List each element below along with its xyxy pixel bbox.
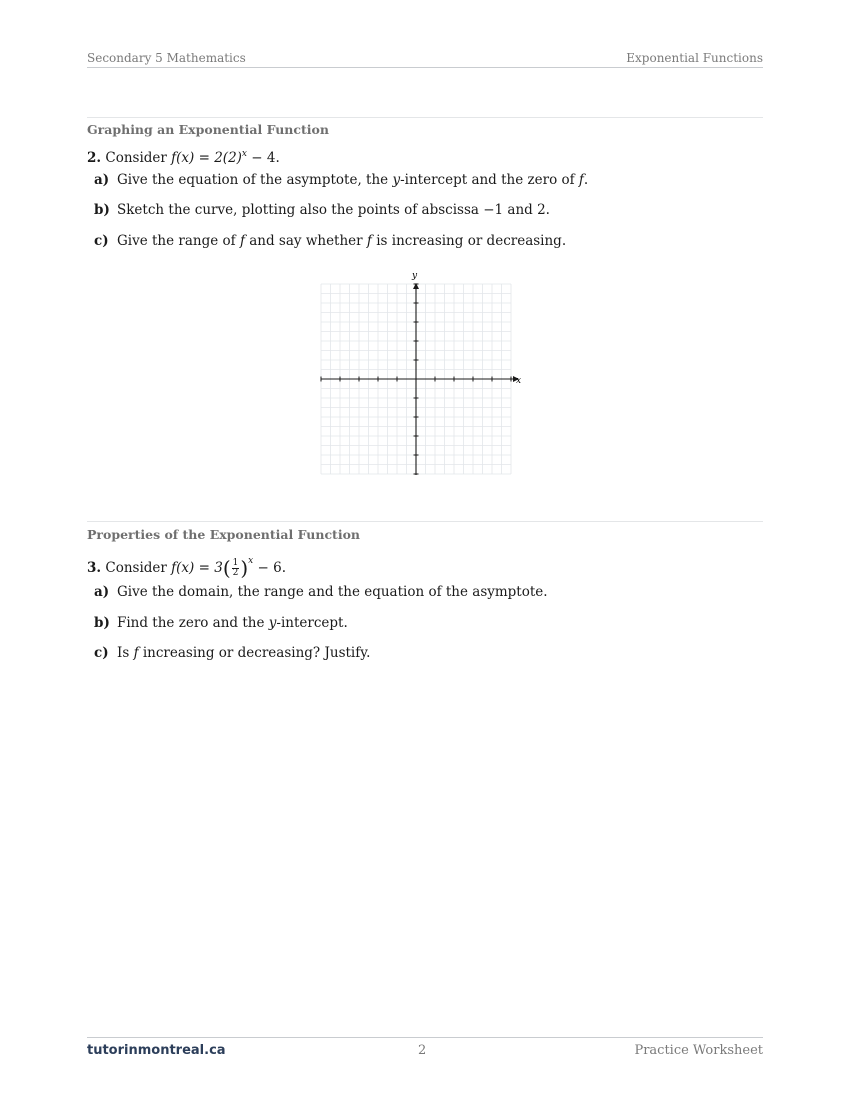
header-right: Exponential Functions: [626, 51, 763, 65]
item-text: is increasing or decreasing.: [371, 233, 567, 249]
question-2-number: 2.: [87, 150, 102, 166]
footer-rule: [87, 1037, 763, 1038]
question-3-number: 3.: [87, 560, 102, 576]
item-var: f: [133, 645, 139, 661]
item-text: Give the equation of the asymptote, the: [117, 172, 393, 188]
function-exponent: x: [248, 556, 254, 566]
item-var: f: [239, 233, 245, 249]
fraction-numerator: 1: [232, 558, 239, 568]
item-var: y: [268, 615, 277, 631]
item-label: b): [94, 615, 110, 631]
item-text: and say whether: [244, 233, 367, 249]
fraction-denominator: 2: [232, 568, 239, 578]
x-axis-label: x: [516, 376, 522, 386]
section1-title: Graphing an Exponential Function: [87, 122, 329, 137]
y-axis-label: y: [412, 271, 418, 281]
item-var: f: [578, 172, 584, 188]
item-label: b): [94, 202, 110, 218]
item-label: a): [94, 584, 110, 600]
question-2b: [94, 202, 550, 218]
question-2a: [94, 172, 588, 188]
item-text: Give the range of: [117, 233, 240, 249]
item-text: Give the domain, the range and the equation of the asymptote.: [117, 584, 548, 600]
item-text: Is: [117, 645, 134, 661]
header-left: Secondary 5 Mathematics: [87, 51, 246, 65]
function-tail: − 6.: [253, 560, 287, 576]
item-text: Find the zero and the: [117, 615, 269, 631]
question-3b: [94, 615, 348, 631]
function-exponent: x: [241, 149, 247, 159]
item-text: .: [583, 172, 589, 188]
question-3c: [94, 645, 370, 661]
page-number: 2: [418, 1043, 427, 1058]
footer-site-link[interactable]: tutorinmontreal.ca: [87, 1043, 226, 1058]
question-3: [87, 556, 286, 580]
item-text: Sketch the curve, plotting also the points of abscissa −1 and 2.: [117, 202, 550, 218]
function-tail: − 4.: [247, 150, 280, 166]
coordinate-grid: [310, 266, 535, 481]
item-text: -intercept and the zero of: [400, 172, 579, 188]
left-paren: (: [222, 556, 231, 580]
function-lhs: f(x) = 2(2): [171, 150, 242, 166]
item-text: -intercept.: [276, 615, 348, 631]
question-3a: [94, 584, 548, 600]
function-lhs: f(x) = 3: [171, 560, 223, 576]
section2-rule: [87, 521, 763, 522]
fraction: [232, 559, 240, 578]
consider-text: Consider: [105, 150, 167, 166]
item-var: f: [366, 233, 372, 249]
question-2: [87, 149, 280, 166]
item-label: a): [94, 172, 110, 188]
right-paren: ): [240, 556, 249, 580]
section2-title: Properties of the Exponential Function: [87, 527, 360, 542]
item-var: y: [392, 172, 401, 188]
section1-rule: [87, 117, 763, 118]
footer-right: Practice Worksheet: [634, 1043, 763, 1058]
item-label: c): [94, 233, 109, 249]
header-rule: [87, 67, 763, 68]
consider-text: Consider: [105, 560, 167, 576]
item-text: increasing or decreasing? Justify.: [138, 645, 371, 661]
item-label: c): [94, 645, 109, 661]
question-2c: [94, 233, 566, 249]
